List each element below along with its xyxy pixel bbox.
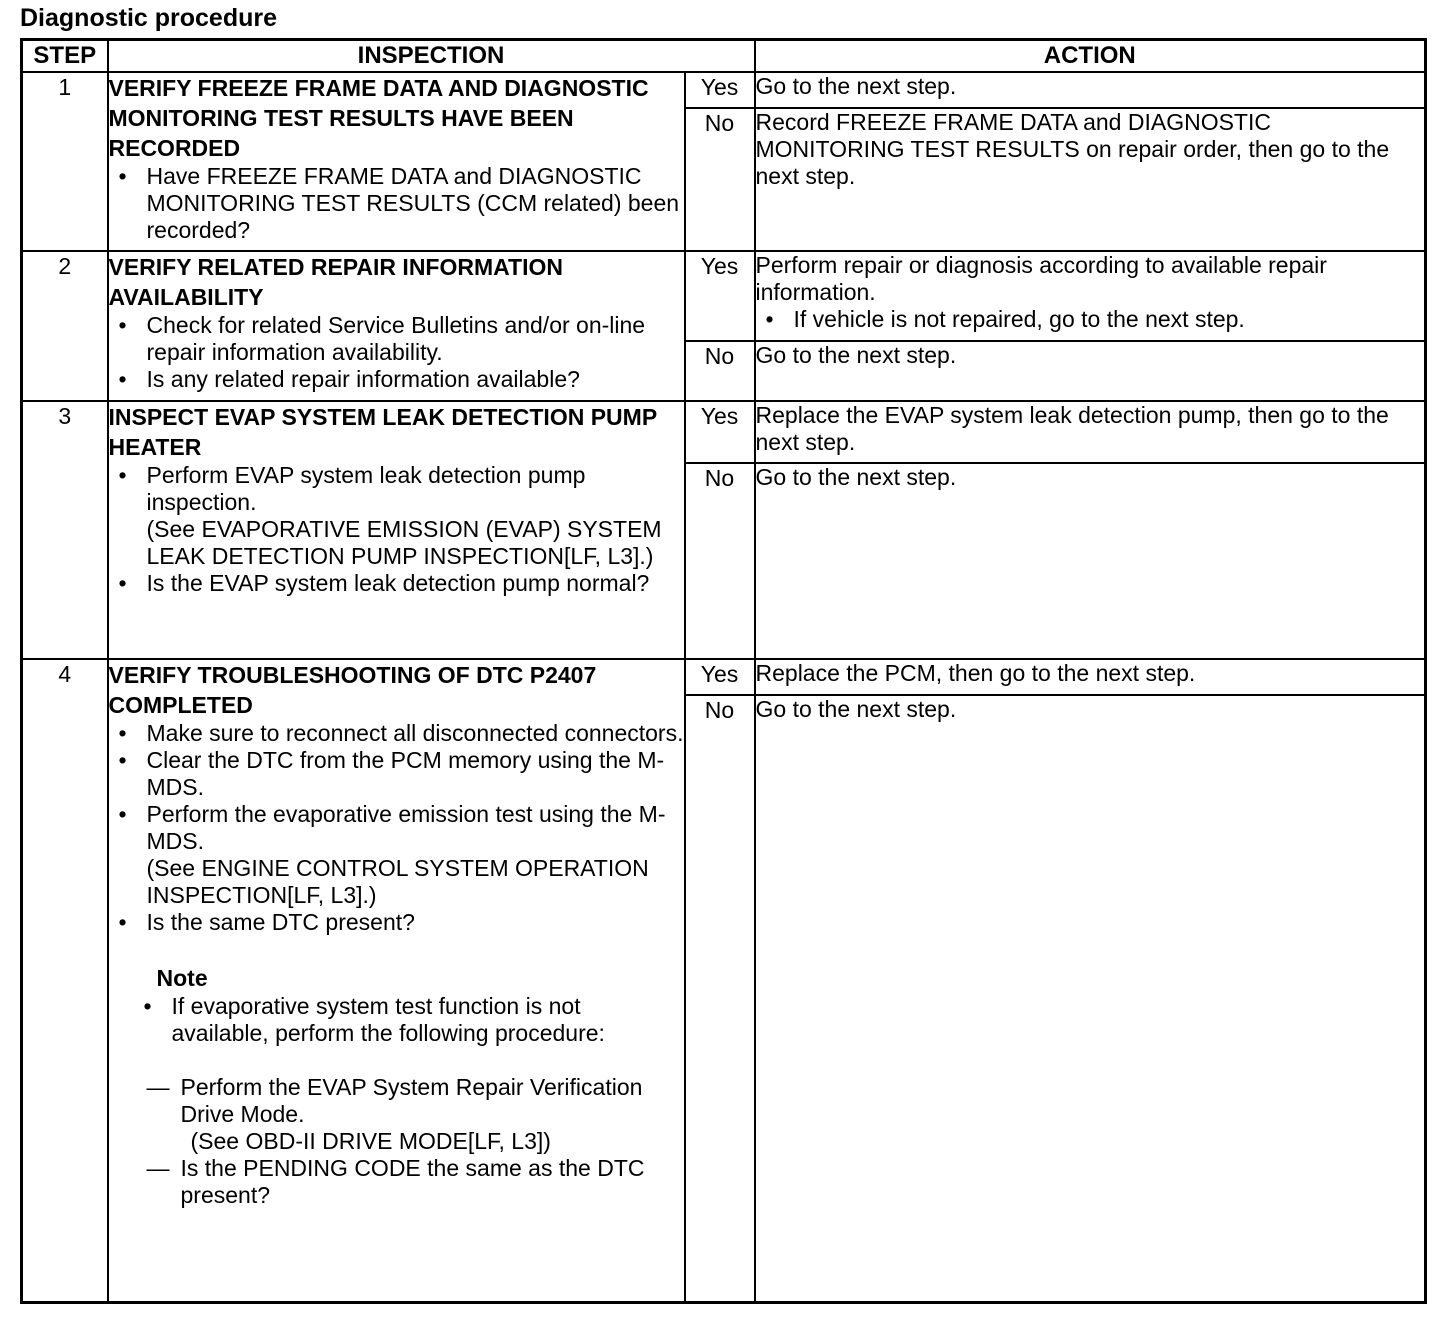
step-2-yes-action — [755, 251, 1426, 341]
list-item — [109, 801, 684, 909]
dash-1-text: Perform the EVAP System Repair Verification Drive Mode. — [180, 1074, 643, 1127]
step-3-no-action: Go to the next step. — [755, 463, 1426, 659]
step-2-title: VERIFY RELATED REPAIR INFORMATION AVAILABILITY — [108, 254, 563, 310]
list-item: — Is the PENDING CODE the same as the DTC present? — [109, 1155, 684, 1209]
step-4-title: VERIFY TROUBLESHOOTING OF DTC P2407 COMPLETED — [108, 662, 597, 718]
step-2-yes-action-text: Perform repair or diagnosis according to available repair information. — [755, 252, 1327, 305]
step-1-title: VERIFY FREEZE FRAME DATA AND DIAGNOSTIC MONITORING TEST RESULTS HAVE BEEN RECORDED — [108, 75, 649, 161]
step-2-bullets — [109, 312, 684, 393]
step-4-bullets — [109, 720, 684, 936]
yes-label: Yes — [685, 659, 755, 695]
yes-label: Yes — [685, 251, 755, 341]
yes-label: Yes — [685, 401, 755, 463]
note-block — [109, 963, 684, 993]
list-item: • If evaporative system test function is not available, perform the following procedure: — [109, 993, 684, 1047]
step-2-no-action: Go to the next step. — [755, 341, 1426, 401]
step-4-bullet-3-text: Perform the evaporative emission test using the M-MDS. — [146, 801, 666, 854]
step-number: 1 — [22, 72, 108, 251]
no-label: No — [685, 695, 755, 1303]
step-3-inspection — [108, 401, 685, 659]
diagnostic-procedure-table — [20, 38, 1427, 1304]
header-action: ACTION — [755, 40, 1426, 73]
no-label: No — [685, 341, 755, 401]
list-item: • Is the EVAP system leak detection pump normal? — [109, 570, 684, 597]
step-4-yes-row — [22, 659, 1426, 695]
step-3-bullets — [109, 462, 684, 597]
note-bullets — [109, 993, 684, 1047]
yes-label: Yes — [685, 72, 755, 108]
step-3-yes-action: Replace the EVAP system leak detection pump, then go to the next step. — [755, 401, 1426, 463]
step-1-no-action: Record FREEZE FRAME DATA and DIAGNOSTIC MONITORING TEST RESULTS on repair order, then go to the next step. — [755, 108, 1426, 251]
header-inspection: INSPECTION — [108, 40, 755, 73]
no-label: No — [685, 463, 755, 659]
list-item: • Clear the DTC from the PCM memory using the M-MDS. — [109, 747, 684, 801]
list-item: • Check for related Service Bulletins and/or on-line repair information availability. — [109, 312, 684, 366]
step-3-yes-row — [22, 401, 1426, 463]
step-number: 4 — [22, 659, 108, 1303]
list-item — [109, 1074, 684, 1155]
list-item: • Make sure to reconnect all disconnected connectors. — [109, 720, 684, 747]
header-step: STEP — [22, 40, 108, 73]
step-number: 2 — [22, 251, 108, 401]
step-2-inspection — [108, 251, 685, 401]
step-1-inspection — [108, 72, 685, 251]
step-1-yes-row — [22, 72, 1426, 108]
step-1-bullets — [109, 163, 684, 244]
list-item: • Have FREEZE FRAME DATA and DIAGNOSTIC MONITORING TEST RESULTS (CCM related) been recorded? — [109, 163, 684, 244]
dash-list — [109, 1074, 684, 1209]
step-4-reference: (See ENGINE CONTROL SYSTEM OPERATION INSPECTION[LF, L3].) — [146, 855, 649, 908]
step-4-inspection — [108, 659, 685, 1303]
list-item: • If vehicle is not repaired, go to the next step. — [756, 306, 1425, 333]
no-label: No — [685, 108, 755, 251]
step-3-bullet-1-text: Perform EVAP system leak detection pump inspection. — [146, 462, 586, 515]
step-2-yes-action-bullets — [756, 306, 1425, 333]
dash-1-reference: (See OBD-II DRIVE MODE[LF, L3]) — [190, 1128, 551, 1154]
step-4-no-action: Go to the next step. — [755, 695, 1426, 1303]
step-number: 3 — [22, 401, 108, 659]
page-title: Diagnostic procedure — [20, 4, 277, 32]
step-3-title: INSPECT EVAP SYSTEM LEAK DETECTION PUMP HEATER — [108, 404, 657, 460]
list-item — [109, 462, 684, 570]
step-1-yes-action: Go to the next step. — [755, 72, 1426, 108]
list-item: • Is any related repair information available? — [109, 366, 684, 393]
list-item: • Is the same DTC present? — [109, 909, 684, 936]
step-2-yes-row — [22, 251, 1426, 341]
table-header-row — [22, 40, 1426, 73]
step-3-reference: (See EVAPORATIVE EMISSION (EVAP) SYSTEM LEAK DETECTION PUMP INSPECTION[LF, L3].) — [146, 516, 662, 569]
note-title: Note — [156, 965, 208, 991]
step-4-yes-action: Replace the PCM, then go to the next step. — [755, 659, 1426, 695]
